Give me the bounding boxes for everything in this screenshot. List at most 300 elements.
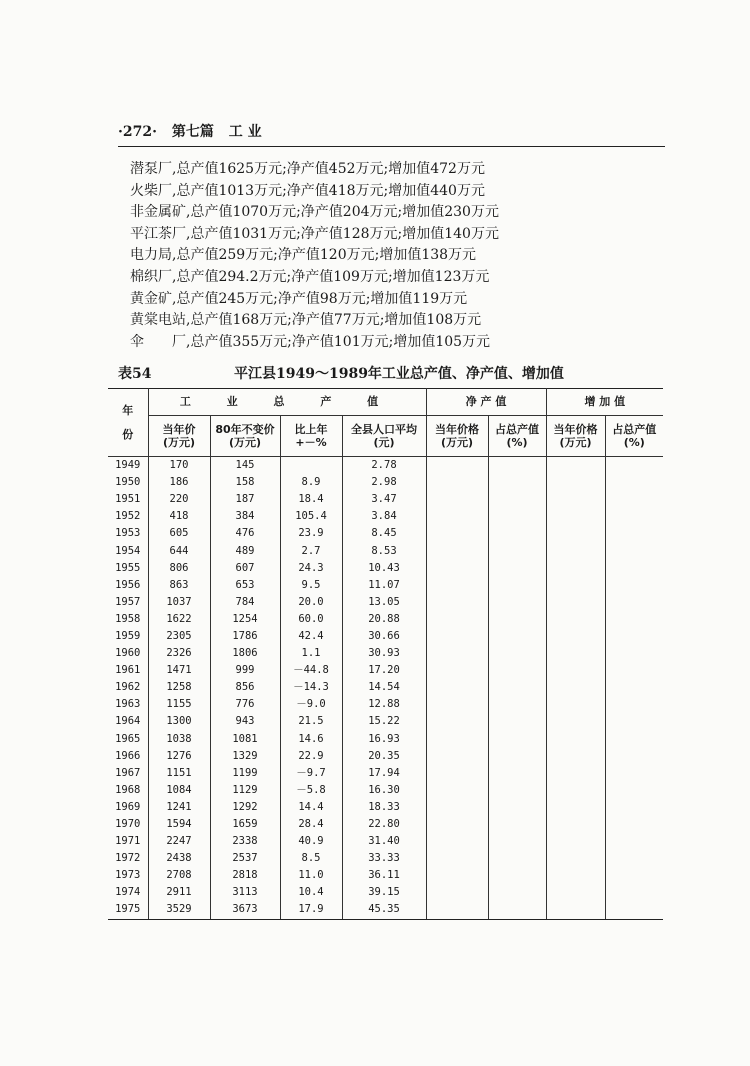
table-cell — [546, 867, 605, 884]
table-cell: 2.78 — [342, 457, 426, 475]
table-cell — [546, 594, 605, 611]
factory-line: 火柴厂,总产值1013万元;净产值418万元;增加值440万元 — [130, 182, 485, 199]
table-cell — [488, 577, 546, 594]
table-row — [108, 525, 663, 542]
table-row — [108, 542, 663, 559]
table-row — [108, 765, 663, 782]
table-cell: 1955 — [108, 560, 148, 577]
table-cell: 1594 — [148, 816, 210, 833]
table-cell: 170 — [148, 457, 210, 475]
table-cell — [488, 679, 546, 696]
industrial-output-table — [108, 388, 663, 920]
table-cell: 1958 — [108, 611, 148, 628]
table-cell: －14.3 — [280, 679, 342, 696]
table-title: 平江县1949～1989年工业总产值、净产值、增加值 — [234, 366, 564, 382]
table-cell — [488, 508, 546, 525]
subheader-cell: 比上年 +－% — [280, 416, 342, 457]
table-cell — [426, 765, 488, 782]
table-cell: 644 — [148, 542, 210, 559]
table-cell: 1970 — [108, 816, 148, 833]
subheader-cell: 当年价格 (万元) — [426, 416, 488, 457]
table-cell: 11.0 — [280, 867, 342, 884]
table-cell: 1959 — [108, 628, 148, 645]
table-cell: 1329 — [210, 748, 280, 765]
table-row — [108, 474, 663, 491]
table-cell: 863 — [148, 577, 210, 594]
table-cell: 3529 — [148, 901, 210, 919]
table-cell — [488, 662, 546, 679]
table-row — [108, 560, 663, 577]
table-cell: 806 — [148, 560, 210, 577]
table-cell: 1084 — [148, 782, 210, 799]
table-cell: －9.0 — [280, 696, 342, 713]
table-cell: 3113 — [210, 884, 280, 901]
table-cell: 1956 — [108, 577, 148, 594]
subheader-cell: 占总产值 (%) — [605, 416, 663, 457]
table-cell — [426, 474, 488, 491]
group-header-value-added: 增 加 值 — [546, 389, 663, 416]
table-cell — [605, 782, 663, 799]
table-number: 表54 — [118, 366, 152, 382]
table-cell — [546, 491, 605, 508]
table-cell — [426, 594, 488, 611]
table-row — [108, 799, 663, 816]
table-cell: 2818 — [210, 867, 280, 884]
table-cell — [546, 679, 605, 696]
table-cell: 943 — [210, 713, 280, 730]
table-cell — [488, 867, 546, 884]
table-cell — [488, 594, 546, 611]
table-cell — [546, 833, 605, 850]
table-cell: 1972 — [108, 850, 148, 867]
table-cell — [488, 474, 546, 491]
table-cell: 1241 — [148, 799, 210, 816]
table-cell: 2438 — [148, 850, 210, 867]
table-cell — [546, 525, 605, 542]
table-cell: 856 — [210, 679, 280, 696]
table-cell: 1199 — [210, 765, 280, 782]
table-cell: 489 — [210, 542, 280, 559]
subheader-cell: 当年价 (万元) — [148, 416, 210, 457]
table-cell — [546, 748, 605, 765]
table-cell: 1254 — [210, 611, 280, 628]
table-cell — [605, 457, 663, 475]
table-cell: 2305 — [148, 628, 210, 645]
table-header-row — [108, 389, 663, 416]
page-number: ·272· — [118, 124, 157, 140]
table-cell: 1971 — [108, 833, 148, 850]
table-cell — [605, 662, 663, 679]
table-cell: 220 — [148, 491, 210, 508]
table-cell: 20.0 — [280, 594, 342, 611]
table-cell: 9.5 — [280, 577, 342, 594]
table-cell — [605, 508, 663, 525]
table-cell: 1964 — [108, 713, 148, 730]
table-cell: 17.9 — [280, 901, 342, 919]
table-cell: 42.4 — [280, 628, 342, 645]
table-cell — [488, 713, 546, 730]
table-cell — [605, 611, 663, 628]
table-cell: －9.7 — [280, 765, 342, 782]
table-cell — [426, 577, 488, 594]
table-cell: 2.98 — [342, 474, 426, 491]
table-cell — [605, 645, 663, 662]
table-cell — [546, 560, 605, 577]
table-cell: 1258 — [148, 679, 210, 696]
table-cell — [426, 833, 488, 850]
table-cell — [426, 508, 488, 525]
table-cell — [605, 884, 663, 901]
table-cell: 17.20 — [342, 662, 426, 679]
table-row — [108, 577, 663, 594]
table-cell — [605, 833, 663, 850]
table-cell: 3.47 — [342, 491, 426, 508]
table-cell — [426, 628, 488, 645]
table-cell — [605, 474, 663, 491]
table-cell: 20.88 — [342, 611, 426, 628]
table-cell — [546, 765, 605, 782]
table-cell — [280, 457, 342, 475]
table-cell: 28.4 — [280, 816, 342, 833]
table-cell: 145 — [210, 457, 280, 475]
table-cell: 1276 — [148, 748, 210, 765]
table-cell — [605, 696, 663, 713]
table-cell: 607 — [210, 560, 280, 577]
table-row — [108, 594, 663, 611]
table-cell — [546, 799, 605, 816]
table-cell — [605, 765, 663, 782]
table-cell: 8.45 — [342, 525, 426, 542]
table-cell — [426, 457, 488, 475]
table-cell: 784 — [210, 594, 280, 611]
factory-line: 平江茶厂,总产值1031万元;净产值128万元;增加值140万元 — [130, 225, 499, 242]
table-cell: 1155 — [148, 696, 210, 713]
table-cell — [546, 577, 605, 594]
table-cell — [426, 696, 488, 713]
subheader-cell: 占总产值 (%) — [488, 416, 546, 457]
table-cell — [488, 782, 546, 799]
table-cell — [488, 765, 546, 782]
table-cell: 22.80 — [342, 816, 426, 833]
header-rule — [118, 146, 665, 147]
table-caption — [118, 363, 665, 385]
table-cell: 1969 — [108, 799, 148, 816]
table-cell: －5.8 — [280, 782, 342, 799]
table-cell: 2247 — [148, 833, 210, 850]
table-cell — [488, 628, 546, 645]
table-cell — [546, 628, 605, 645]
table-cell — [546, 645, 605, 662]
chapter-label: 第七篇 — [171, 124, 214, 140]
table-cell — [546, 457, 605, 475]
table-cell: 8.53 — [342, 542, 426, 559]
table-cell: 1951 — [108, 491, 148, 508]
table-cell: 14.54 — [342, 679, 426, 696]
table-cell: 14.6 — [280, 731, 342, 748]
table-cell: 1952 — [108, 508, 148, 525]
table-cell — [546, 508, 605, 525]
table-cell: 2.7 — [280, 542, 342, 559]
table-cell: 1963 — [108, 696, 148, 713]
table-cell — [426, 901, 488, 919]
table-cell: 1292 — [210, 799, 280, 816]
table-cell — [488, 560, 546, 577]
table-row — [108, 850, 663, 867]
table-cell — [426, 491, 488, 508]
table-cell: 1968 — [108, 782, 148, 799]
table-cell — [605, 577, 663, 594]
table-cell: 1965 — [108, 731, 148, 748]
group-header-net-output: 净 产 值 — [426, 389, 546, 416]
table-cell: 1151 — [148, 765, 210, 782]
table-cell: 2911 — [148, 884, 210, 901]
table-cell: 36.11 — [342, 867, 426, 884]
table-cell — [488, 850, 546, 867]
table-cell — [605, 799, 663, 816]
table-cell: 1974 — [108, 884, 148, 901]
table-cell: 1953 — [108, 525, 148, 542]
table-cell — [546, 884, 605, 901]
table-cell: 33.33 — [342, 850, 426, 867]
table-cell: 1786 — [210, 628, 280, 645]
table-cell: 39.15 — [342, 884, 426, 901]
subheader-cell: 当年价格 (万元) — [546, 416, 605, 457]
factory-line: 电力局,总产值259万元;净产值120万元;增加值138万元 — [130, 247, 477, 264]
table-cell: 11.07 — [342, 577, 426, 594]
table-cell: 21.5 — [280, 713, 342, 730]
table-cell: 45.35 — [342, 901, 426, 919]
table-cell: 1081 — [210, 731, 280, 748]
table-cell: 1961 — [108, 662, 148, 679]
table-row — [108, 508, 663, 525]
table-cell: 40.9 — [280, 833, 342, 850]
table-row — [108, 782, 663, 799]
table-cell: 187 — [210, 491, 280, 508]
table-cell: 1659 — [210, 816, 280, 833]
table-cell — [546, 611, 605, 628]
table-cell: 20.35 — [342, 748, 426, 765]
table-cell — [546, 782, 605, 799]
table-cell: 10.43 — [342, 560, 426, 577]
table-cell — [488, 884, 546, 901]
table-cell — [605, 867, 663, 884]
factory-line: 黄金矿,总产值245万元;净产值98万元;增加值119万元 — [130, 290, 468, 307]
table-cell: 17.94 — [342, 765, 426, 782]
table-cell: 13.05 — [342, 594, 426, 611]
table-row — [108, 679, 663, 696]
table-cell: 15.22 — [342, 713, 426, 730]
table-cell: 1806 — [210, 645, 280, 662]
table-cell: 1966 — [108, 748, 148, 765]
table-cell: 14.4 — [280, 799, 342, 816]
table-cell — [546, 696, 605, 713]
table-row — [108, 901, 663, 919]
factory-line: 潜泵厂,总产值1625万元;净产值452万元;增加值472万元 — [130, 161, 485, 177]
table-row — [108, 611, 663, 628]
table-cell — [546, 816, 605, 833]
table-cell — [426, 867, 488, 884]
table-cell — [605, 713, 663, 730]
table-cell: 1962 — [108, 679, 148, 696]
table-cell: 384 — [210, 508, 280, 525]
table-cell — [546, 713, 605, 730]
table-cell: 999 — [210, 662, 280, 679]
table-row — [108, 628, 663, 645]
factory-line: 非金属矿,总产值1070万元;净产值204万元;增加值230万元 — [130, 204, 499, 221]
table-cell: 1.1 — [280, 645, 342, 662]
table-cell: 30.93 — [342, 645, 426, 662]
table-cell — [426, 731, 488, 748]
table-cell — [605, 594, 663, 611]
table-cell — [546, 474, 605, 491]
table-cell — [546, 850, 605, 867]
table-cell — [488, 491, 546, 508]
table-cell: 31.40 — [342, 833, 426, 850]
table-body — [108, 457, 663, 920]
table-cell: 1038 — [148, 731, 210, 748]
table-cell — [426, 560, 488, 577]
table-cell: 1975 — [108, 901, 148, 919]
table-cell — [488, 696, 546, 713]
table-cell: 605 — [148, 525, 210, 542]
table-cell — [488, 611, 546, 628]
table-cell — [605, 679, 663, 696]
subheader-cell: 80年不变价 (万元) — [210, 416, 280, 457]
table-cell: 60.0 — [280, 611, 342, 628]
table-cell — [605, 748, 663, 765]
table-cell: 8.5 — [280, 850, 342, 867]
table-cell — [426, 782, 488, 799]
table-cell — [426, 748, 488, 765]
table-cell: 2338 — [210, 833, 280, 850]
table-cell — [426, 816, 488, 833]
factory-output-list — [130, 159, 650, 353]
table-cell: 1967 — [108, 765, 148, 782]
table-cell — [605, 731, 663, 748]
table-row — [108, 816, 663, 833]
table-cell — [488, 799, 546, 816]
table-cell: 8.9 — [280, 474, 342, 491]
table-row — [108, 833, 663, 850]
table-cell: 16.30 — [342, 782, 426, 799]
table-cell: 1957 — [108, 594, 148, 611]
table-cell: 1129 — [210, 782, 280, 799]
table-cell: 418 — [148, 508, 210, 525]
table-cell: 3.84 — [342, 508, 426, 525]
table-cell: 23.9 — [280, 525, 342, 542]
table-cell: 1300 — [148, 713, 210, 730]
table-cell — [488, 645, 546, 662]
table-row — [108, 457, 663, 475]
table-cell: 24.3 — [280, 560, 342, 577]
table-row — [108, 491, 663, 508]
table-cell — [546, 901, 605, 919]
subheader-cell: 全县人口平均 (元) — [342, 416, 426, 457]
table-cell: 1954 — [108, 542, 148, 559]
table-cell — [605, 816, 663, 833]
table-row — [108, 884, 663, 901]
year-column-header — [108, 389, 148, 457]
table-cell: 1622 — [148, 611, 210, 628]
factory-line: 伞 厂,总产值355万元;净产值101万元;增加值105万元 — [130, 333, 491, 350]
table-cell: 2708 — [148, 867, 210, 884]
table-row — [108, 696, 663, 713]
table-cell: 10.4 — [280, 884, 342, 901]
table-cell: 1960 — [108, 645, 148, 662]
table-subheader-row — [108, 416, 663, 457]
table-cell — [605, 542, 663, 559]
year-label-top: 年 — [122, 403, 134, 417]
table-row — [108, 748, 663, 765]
table-cell — [488, 901, 546, 919]
table-cell: 3673 — [210, 901, 280, 919]
table-row — [108, 731, 663, 748]
table-cell — [605, 560, 663, 577]
table-cell — [488, 731, 546, 748]
group-header-gross-output: 工 业 总 产 值 — [148, 389, 426, 416]
table-cell — [426, 679, 488, 696]
table-cell: 12.88 — [342, 696, 426, 713]
table-cell: 2326 — [148, 645, 210, 662]
table-cell — [426, 884, 488, 901]
table-cell: 16.93 — [342, 731, 426, 748]
table-cell — [426, 850, 488, 867]
table-cell: 1950 — [108, 474, 148, 491]
table-cell: 476 — [210, 525, 280, 542]
table-cell: 2537 — [210, 850, 280, 867]
table-cell — [546, 662, 605, 679]
table-cell: －44.8 — [280, 662, 342, 679]
table-cell — [488, 457, 546, 475]
table-row — [108, 662, 663, 679]
factory-line: 黄棠电站,总产值168万元;净产值77万元;增加值108万元 — [130, 312, 482, 329]
table-row — [108, 645, 663, 662]
table-cell — [426, 611, 488, 628]
table-cell — [605, 901, 663, 919]
table-cell — [546, 731, 605, 748]
table-cell — [605, 850, 663, 867]
section-label: 工 业 — [228, 124, 262, 140]
table-cell: 186 — [148, 474, 210, 491]
table-cell: 1471 — [148, 662, 210, 679]
table-cell: 105.4 — [280, 508, 342, 525]
table-row — [108, 867, 663, 884]
table-cell: 776 — [210, 696, 280, 713]
table-cell: 653 — [210, 577, 280, 594]
table-cell — [605, 628, 663, 645]
table-cell — [426, 525, 488, 542]
table-cell — [426, 645, 488, 662]
table-cell — [605, 525, 663, 542]
table-cell: 18.4 — [280, 491, 342, 508]
table-cell — [488, 542, 546, 559]
year-label-bottom: 份 — [122, 427, 134, 441]
table-cell — [488, 748, 546, 765]
table-cell: 1037 — [148, 594, 210, 611]
table-cell — [426, 542, 488, 559]
table-cell — [426, 799, 488, 816]
table-cell — [426, 662, 488, 679]
table-cell — [488, 816, 546, 833]
table-cell: 22.9 — [280, 748, 342, 765]
table-cell: 158 — [210, 474, 280, 491]
table-cell — [426, 713, 488, 730]
table-cell — [488, 833, 546, 850]
table-cell: 1949 — [108, 457, 148, 475]
table-cell — [488, 525, 546, 542]
table-cell: 30.66 — [342, 628, 426, 645]
running-header — [118, 122, 663, 142]
